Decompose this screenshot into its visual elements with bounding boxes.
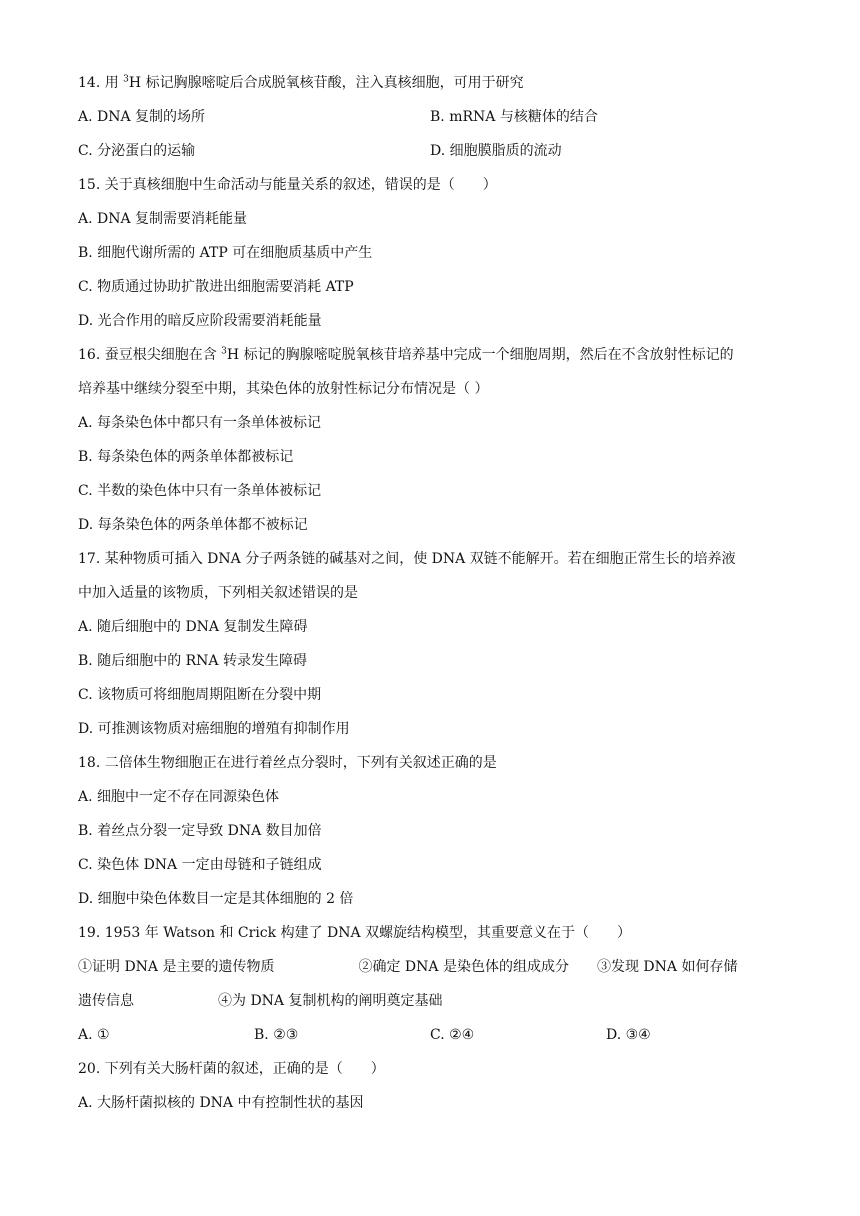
question-20-option-a: A. 大肠杆菌拟核的 DNA 中有控制性状的基因 — [78, 1095, 364, 1111]
question-14-option-a: A. DNA 复制的场所 — [78, 109, 206, 125]
question-14-option-d: D. 细胞膜脂质的流动 — [430, 143, 562, 159]
question-15-option-c: C. 物质通过协助扩散进出细胞需要消耗 ATP — [78, 279, 354, 295]
question-14-stem: 14. 用 $^3$H 标记胸腺嘧啶后合成脱氧核苷酸，注入真核细胞，可用于研究 — [78, 74, 524, 91]
question-16-stem: 16. 蚕豆根尖细胞在含 $^3$H 标记的胸腺嘧啶脱氧核苷培养基中完成一个细胞周期，然后在不含放射性标记的 — [78, 346, 734, 363]
question-17-option-b: B. 随后细胞中的 RNA 转录发生障碍 — [78, 653, 307, 669]
question-19-option-a: A. ① — [78, 1027, 110, 1043]
question-15-option-a: A. DNA 复制需要消耗能量 — [78, 211, 248, 227]
question-15-stem: 15. 关于真核细胞中生命活动与能量关系的叙述，错误的是（ ） — [78, 177, 497, 193]
question-15-option-b: B. 细胞代谢所需的 ATP 可在细胞质基质中产生 — [78, 245, 373, 261]
question-19-items-line2: 遗传信息 ④为 DNA 复制机构的阐明奠定基础 — [78, 993, 443, 1009]
question-16-option-a: A. 每条染色体中都只有一条单体被标记 — [78, 415, 322, 431]
question-18-option-b: B. 着丝点分裂一定导致 DNA 数目加倍 — [78, 823, 322, 839]
question-18-stem: 18. 二倍体生物细胞正在进行着丝点分裂时，下列有关叙述正确的是 — [78, 755, 497, 771]
question-16-option-b: B. 每条染色体的两条单体都被标记 — [78, 449, 294, 465]
question-14-option-c: C. 分泌蛋白的运输 — [78, 143, 196, 159]
question-17-option-a: A. 随后细胞中的 DNA 复制发生障碍 — [78, 619, 308, 635]
question-14-options-row1 — [78, 100, 783, 134]
question-20-stem: 20. 下列有关大肠杆菌的叙述，正确的是（ ） — [78, 1061, 385, 1077]
question-19-option-c: C. ②④ — [430, 1027, 475, 1043]
question-19-stem: 19. 1953 年 Watson 和 Crick 构建了 DNA 双螺旋结构模型，其重要意义在于（ ） — [78, 925, 632, 941]
question-16-option-c: C. 半数的染色体中只有一条单体被标记 — [78, 483, 322, 499]
question-14-option-b: B. mRNA 与核糖体的结合 — [430, 109, 598, 125]
question-16-option-d: D. 每条染色体的两条单体都不被标记 — [78, 517, 308, 533]
question-19-option-d: D. ③④ — [606, 1027, 651, 1043]
question-17-option-c: C. 该物质可将细胞周期阻断在分裂中期 — [78, 687, 322, 703]
question-18-option-a: A. 细胞中一定不存在同源染色体 — [78, 789, 280, 805]
question-19-option-b: B. ②③ — [254, 1027, 299, 1043]
question-19-items-line1: ①证明 DNA 是主要的遗传物质 ②确定 DNA 是染色体的组成成分 ③发现 DNA 如何存储 — [78, 959, 738, 975]
question-14-options-row2 — [78, 134, 783, 168]
question-19-options-row — [78, 1018, 783, 1052]
question-17-option-d: D. 可推测该物质对癌细胞的增殖有抑制作用 — [78, 721, 350, 737]
question-17-stem-line2: 中加入适量的该物质，下列相关叙述错误的是 — [78, 585, 358, 601]
question-18-option-c: C. 染色体 DNA 一定由母链和子链组成 — [78, 857, 322, 873]
question-17-stem: 17. 某种物质可插入 DNA 分子两条链的碱基对之间，使 DNA 双链不能解开。若在细胞正常生长的培养液 — [78, 551, 736, 567]
exam-page — [78, 66, 783, 1120]
question-18-option-d: D. 细胞中染色体数目一定是其体细胞的 2 倍 — [78, 891, 354, 907]
question-15-option-d: D. 光合作用的暗反应阶段需要消耗能量 — [78, 313, 322, 329]
question-16-stem-line2: 培养基中继续分裂至中期，其染色体的放射性标记分布情况是（ ） — [78, 381, 489, 397]
